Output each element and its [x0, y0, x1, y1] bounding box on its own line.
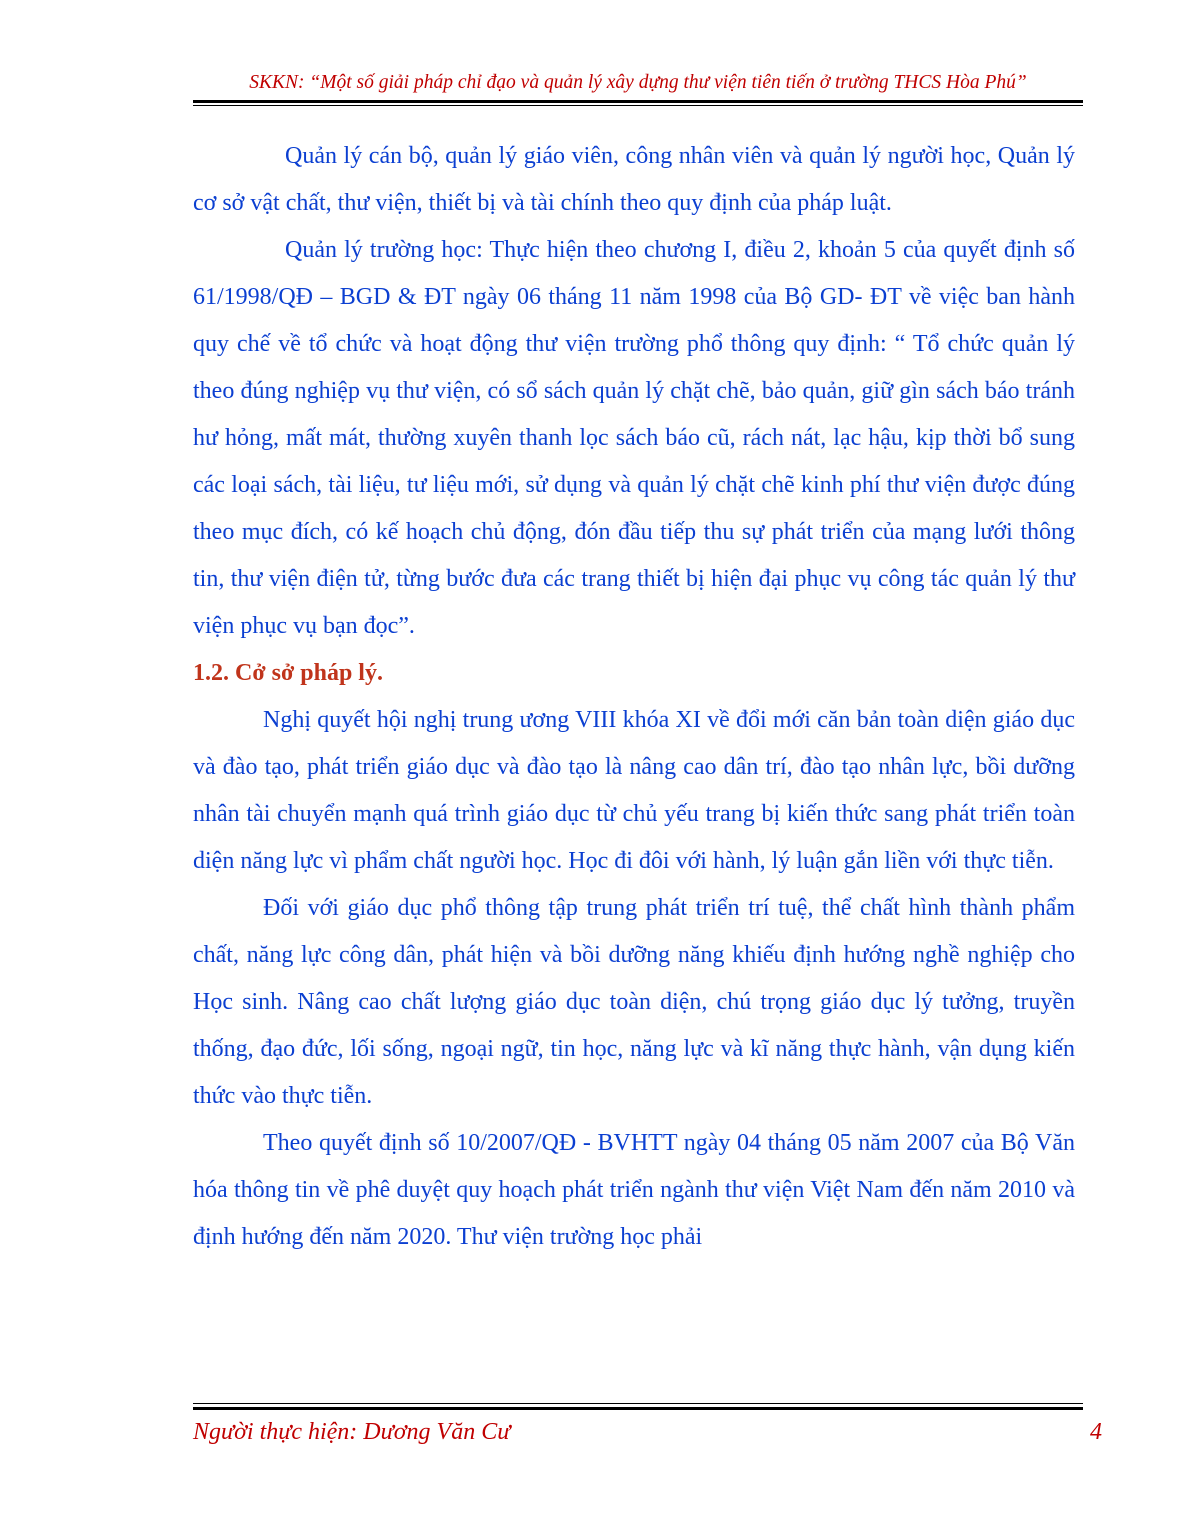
page-body	[193, 133, 1075, 1261]
footer-rule-thin	[193, 1403, 1083, 1404]
footer-author: Người thực hiện: Dương Văn Cư	[193, 1419, 511, 1445]
header-rule-thin	[193, 105, 1083, 106]
paragraph-5: Theo quyết định số 10/2007/QĐ - BVHTT ngày 04 tháng 05 năm 2007 của Bộ Văn hóa thông tin về phê duyệt quy hoạch phát triển ngành thư viện Việt Nam đến năm 2010 và định hướng đến năm 2020. Thư viện trường học phải	[193, 1130, 1075, 1250]
paragraph-3: Nghị quyết hội nghị trung ương VIII khóa XI về đổi mới căn bản toàn diện giáo dục và đào tạo, phát triển giáo dục và đào tạo là nâng cao dân trí, đào tạo nhân lực, bồi dưỡng nhân tài chuyển mạnh quá trình giáo dục từ chủ yếu trang bị kiến thức sang phát triển toàn diện năng lực vì phẩm chất người học. Học đi đôi với hành, lý luận gắn liền với thực tiễn.	[193, 707, 1075, 874]
paragraph-2: Quản lý trường học: Thực hiện theo chương I, điều 2, khoản 5 của quyết định số 61/1998/QĐ – BGD & ĐT ngày 06 tháng 11 năm 1998 của Bộ GD- ĐT về việc ban hành quy chế về tổ chức và hoạt động thư viện trường phổ thông quy định: “ Tổ chức quản lý theo đúng nghiệp vụ thư viện, có sổ sách quản lý chặt chẽ, bảo quản, giữ gìn sách báo tránh hư hỏng, mất mát, thường xuyên thanh lọc sách báo cũ, rách nát, lạc hậu, kịp thời bổ sung các loại sách, tài liệu, tư liệu mới, sử dụng và quản lý chặt chẽ kinh phí thư viện được đúng theo mục đích, có kế hoạch chủ động, đón đầu tiếp thu sự phát triển của mạng lưới thông tin, thư viện điện tử, từng bước đưa các trang thiết bị hiện đại phục vụ công tác quản lý thư viện phục vụ bạn đọc”.	[193, 237, 1075, 639]
footer-rule-thick	[193, 1407, 1083, 1410]
section-heading: 1.2. Cở sở pháp lý.	[193, 660, 383, 686]
page-number: 4	[1090, 1419, 1102, 1445]
paragraph-4: Đối với giáo dục phổ thông tập trung phát triển trí tuệ, thể chất hình thành phẩm chất, năng lực công dân, phát hiện và bồi dưỡng năng khiếu định hướng nghề nghiệp cho Học sinh. Nâng cao chất lượng giáo dục toàn diện, chú trọng giáo dục lý tưởng, truyền thống, đạo đức, lối sống, ngoại ngữ, tin học, năng lực và kĩ năng thực hành, vận dụng kiến thức vào thực tiễn.	[193, 895, 1075, 1109]
header-title: SKKN: “Một số giải pháp chỉ đạo và quản lý xây dựng thư viện tiên tiến ở trường THCS Hòa Phú”	[249, 72, 1027, 93]
paragraph-1: Quản lý cán bộ, quản lý giáo viên, công nhân viên và quản lý người học, Quản lý cơ sở vật chất, thư viện, thiết bị và tài chính theo quy định của pháp luật.	[193, 143, 1075, 216]
header-rule-thick	[193, 100, 1083, 103]
